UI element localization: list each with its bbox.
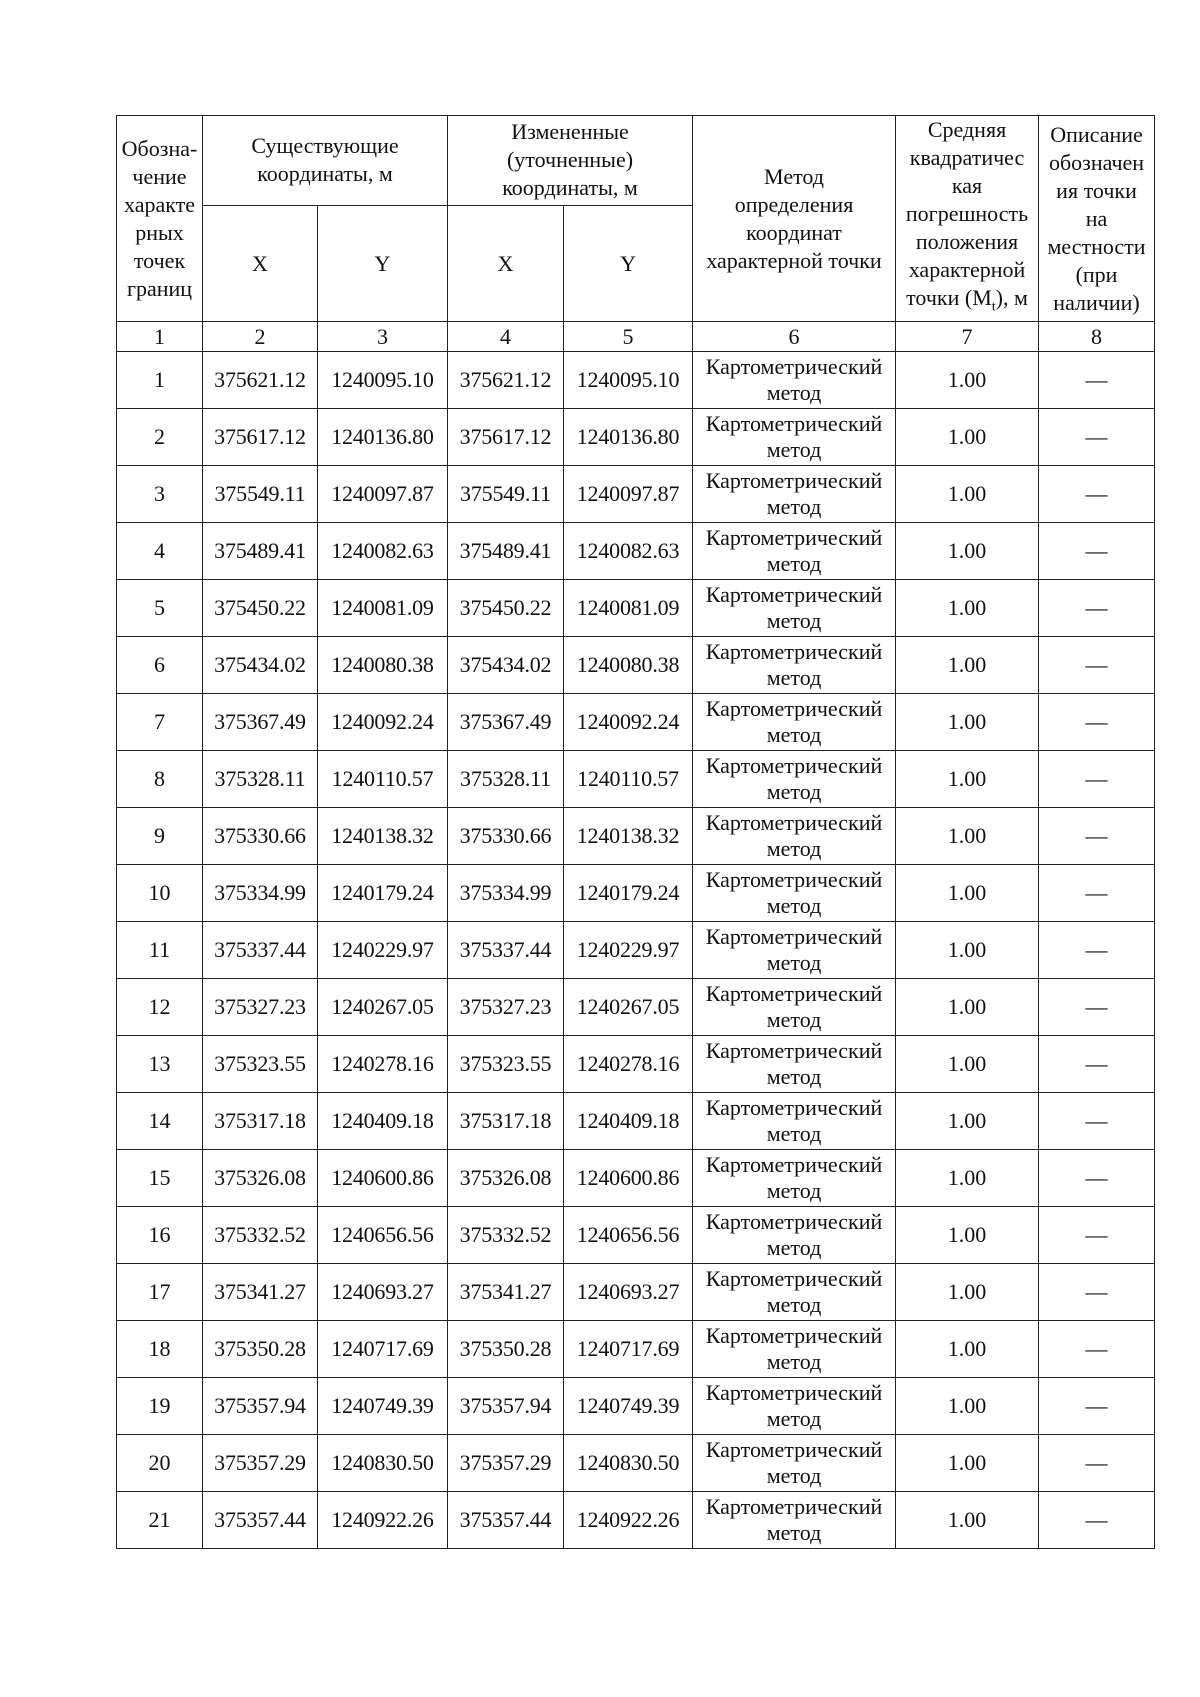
changed-x-cell: 375328.11 bbox=[448, 751, 564, 808]
changed-y-cell: 1240229.97 bbox=[564, 922, 693, 979]
existing-y-cell: 1240136.80 bbox=[318, 409, 448, 466]
point-number-cell: 9 bbox=[117, 808, 203, 865]
changed-x-cell: 375327.23 bbox=[448, 979, 564, 1036]
header-changed-x: X bbox=[448, 205, 564, 322]
existing-y-cell: 1240110.57 bbox=[318, 751, 448, 808]
changed-y-cell: 1240082.63 bbox=[564, 523, 693, 580]
method-cell: Картометрический метод bbox=[693, 694, 896, 751]
changed-x-cell: 375332.52 bbox=[448, 1207, 564, 1264]
column-number: 1 bbox=[117, 322, 203, 352]
description-cell: — bbox=[1039, 865, 1155, 922]
mean-error-cell: 1.00 bbox=[896, 637, 1039, 694]
column-number: 3 bbox=[318, 322, 448, 352]
changed-y-cell: 1240267.05 bbox=[564, 979, 693, 1036]
existing-y-cell: 1240830.50 bbox=[318, 1435, 448, 1492]
description-cell: — bbox=[1039, 1150, 1155, 1207]
point-number-cell: 11 bbox=[117, 922, 203, 979]
mean-error-cell: 1.00 bbox=[896, 865, 1039, 922]
table-row bbox=[117, 1264, 1155, 1321]
existing-y-cell: 1240095.10 bbox=[318, 352, 448, 409]
changed-x-cell: 375341.27 bbox=[448, 1264, 564, 1321]
point-number-cell: 12 bbox=[117, 979, 203, 1036]
method-cell: Картометрический метод bbox=[693, 865, 896, 922]
mean-error-cell: 1.00 bbox=[896, 1036, 1039, 1093]
changed-y-cell: 1240136.80 bbox=[564, 409, 693, 466]
point-number-cell: 2 bbox=[117, 409, 203, 466]
mean-error-cell: 1.00 bbox=[896, 1321, 1039, 1378]
changed-y-cell: 1240717.69 bbox=[564, 1321, 693, 1378]
description-cell: — bbox=[1039, 1036, 1155, 1093]
point-number-cell: 19 bbox=[117, 1378, 203, 1435]
table-row bbox=[117, 1150, 1155, 1207]
method-cell: Картометрический метод bbox=[693, 1093, 896, 1150]
existing-x-cell: 375617.12 bbox=[203, 409, 318, 466]
existing-y-cell: 1240600.86 bbox=[318, 1150, 448, 1207]
existing-y-cell: 1240267.05 bbox=[318, 979, 448, 1036]
table-row bbox=[117, 694, 1155, 751]
mean-error-cell: 1.00 bbox=[896, 694, 1039, 751]
method-cell: Картометрический метод bbox=[693, 352, 896, 409]
mean-error-cell: 1.00 bbox=[896, 808, 1039, 865]
table-row bbox=[117, 1435, 1155, 1492]
existing-y-cell: 1240693.27 bbox=[318, 1264, 448, 1321]
point-number-cell: 18 bbox=[117, 1321, 203, 1378]
header-changed-y: Y bbox=[564, 205, 693, 322]
changed-y-cell: 1240110.57 bbox=[564, 751, 693, 808]
changed-x-cell: 375317.18 bbox=[448, 1093, 564, 1150]
mean-error-cell: 1.00 bbox=[896, 1150, 1039, 1207]
table-row bbox=[117, 808, 1155, 865]
changed-y-cell: 1240409.18 bbox=[564, 1093, 693, 1150]
existing-y-cell: 1240749.39 bbox=[318, 1378, 448, 1435]
description-cell: — bbox=[1039, 1378, 1155, 1435]
method-cell: Картометрический метод bbox=[693, 1207, 896, 1264]
header-mean-error-text: Средняя квадратичес кая погрешность положения характерной точки (M bbox=[905, 117, 1029, 310]
header-existing-y: Y bbox=[318, 205, 448, 322]
table-row bbox=[117, 751, 1155, 808]
existing-y-cell: 1240717.69 bbox=[318, 1321, 448, 1378]
header-existing-coordinates: Существующие координаты, м bbox=[203, 116, 448, 206]
changed-x-cell: 375434.02 bbox=[448, 637, 564, 694]
existing-y-cell: 1240097.87 bbox=[318, 466, 448, 523]
mean-error-cell: 1.00 bbox=[896, 1378, 1039, 1435]
description-cell: — bbox=[1039, 523, 1155, 580]
existing-y-cell: 1240082.63 bbox=[318, 523, 448, 580]
description-cell: — bbox=[1039, 637, 1155, 694]
column-number: 8 bbox=[1039, 322, 1155, 352]
changed-x-cell: 375330.66 bbox=[448, 808, 564, 865]
header-description: Описание обозначен ия точки на местности (при наличии) bbox=[1039, 116, 1155, 322]
point-number-cell: 13 bbox=[117, 1036, 203, 1093]
existing-x-cell: 375434.02 bbox=[203, 637, 318, 694]
existing-x-cell: 375323.55 bbox=[203, 1036, 318, 1093]
point-number-cell: 5 bbox=[117, 580, 203, 637]
existing-y-cell: 1240081.09 bbox=[318, 580, 448, 637]
description-cell: — bbox=[1039, 922, 1155, 979]
table-row bbox=[117, 1492, 1155, 1549]
description-cell: — bbox=[1039, 694, 1155, 751]
existing-x-cell: 375337.44 bbox=[203, 922, 318, 979]
method-cell: Картометрический метод bbox=[693, 466, 896, 523]
description-cell: — bbox=[1039, 352, 1155, 409]
changed-x-cell: 375357.29 bbox=[448, 1435, 564, 1492]
description-cell: — bbox=[1039, 1435, 1155, 1492]
existing-y-cell: 1240229.97 bbox=[318, 922, 448, 979]
existing-x-cell: 375357.29 bbox=[203, 1435, 318, 1492]
column-number: 7 bbox=[896, 322, 1039, 352]
changed-y-cell: 1240830.50 bbox=[564, 1435, 693, 1492]
mean-error-cell: 1.00 bbox=[896, 1492, 1039, 1549]
description-cell: — bbox=[1039, 580, 1155, 637]
changed-x-cell: 375357.44 bbox=[448, 1492, 564, 1549]
column-number: 5 bbox=[564, 322, 693, 352]
changed-x-cell: 375621.12 bbox=[448, 352, 564, 409]
column-number: 4 bbox=[448, 322, 564, 352]
table-row bbox=[117, 637, 1155, 694]
coordinates-table bbox=[116, 115, 1155, 1549]
changed-x-cell: 375617.12 bbox=[448, 409, 564, 466]
point-number-cell: 3 bbox=[117, 466, 203, 523]
method-cell: Картометрический метод bbox=[693, 1492, 896, 1549]
changed-y-cell: 1240693.27 bbox=[564, 1264, 693, 1321]
method-cell: Картометрический метод bbox=[693, 1036, 896, 1093]
point-number-cell: 8 bbox=[117, 751, 203, 808]
existing-x-cell: 375341.27 bbox=[203, 1264, 318, 1321]
changed-x-cell: 375350.28 bbox=[448, 1321, 564, 1378]
method-cell: Картометрический метод bbox=[693, 1264, 896, 1321]
point-number-cell: 20 bbox=[117, 1435, 203, 1492]
mean-error-cell: 1.00 bbox=[896, 409, 1039, 466]
mean-error-cell: 1.00 bbox=[896, 1435, 1039, 1492]
point-number-cell: 14 bbox=[117, 1093, 203, 1150]
existing-x-cell: 375357.44 bbox=[203, 1492, 318, 1549]
header-mean-error-subscript: t bbox=[991, 299, 996, 315]
changed-x-cell: 375357.94 bbox=[448, 1378, 564, 1435]
existing-y-cell: 1240138.32 bbox=[318, 808, 448, 865]
method-cell: Картометрический метод bbox=[693, 1378, 896, 1435]
description-cell: — bbox=[1039, 979, 1155, 1036]
description-cell: — bbox=[1039, 1264, 1155, 1321]
method-cell: Картометрический метод bbox=[693, 979, 896, 1036]
existing-x-cell: 375357.94 bbox=[203, 1378, 318, 1435]
table-row bbox=[117, 1207, 1155, 1264]
method-cell: Картометрический метод bbox=[693, 580, 896, 637]
description-cell: — bbox=[1039, 466, 1155, 523]
method-cell: Картометрический метод bbox=[693, 1321, 896, 1378]
table-header bbox=[117, 116, 1155, 352]
description-cell: — bbox=[1039, 751, 1155, 808]
table-row bbox=[117, 352, 1155, 409]
changed-x-cell: 375367.49 bbox=[448, 694, 564, 751]
existing-x-cell: 375326.08 bbox=[203, 1150, 318, 1207]
changed-x-cell: 375549.11 bbox=[448, 466, 564, 523]
table-row bbox=[117, 1321, 1155, 1378]
point-number-cell: 17 bbox=[117, 1264, 203, 1321]
changed-y-cell: 1240749.39 bbox=[564, 1378, 693, 1435]
point-number-cell: 1 bbox=[117, 352, 203, 409]
column-number: 2 bbox=[203, 322, 318, 352]
changed-y-cell: 1240656.56 bbox=[564, 1207, 693, 1264]
mean-error-cell: 1.00 bbox=[896, 1264, 1039, 1321]
existing-x-cell: 375549.11 bbox=[203, 466, 318, 523]
table-row bbox=[117, 523, 1155, 580]
changed-x-cell: 375334.99 bbox=[448, 865, 564, 922]
table-row bbox=[117, 865, 1155, 922]
point-number-cell: 15 bbox=[117, 1150, 203, 1207]
description-cell: — bbox=[1039, 808, 1155, 865]
description-cell: — bbox=[1039, 1321, 1155, 1378]
point-number-cell: 21 bbox=[117, 1492, 203, 1549]
existing-x-cell: 375330.66 bbox=[203, 808, 318, 865]
changed-x-cell: 375323.55 bbox=[448, 1036, 564, 1093]
header-existing-x: X bbox=[203, 205, 318, 322]
existing-x-cell: 375334.99 bbox=[203, 865, 318, 922]
point-number-cell: 16 bbox=[117, 1207, 203, 1264]
changed-y-cell: 1240278.16 bbox=[564, 1036, 693, 1093]
existing-y-cell: 1240092.24 bbox=[318, 694, 448, 751]
existing-x-cell: 375367.49 bbox=[203, 694, 318, 751]
point-number-cell: 10 bbox=[117, 865, 203, 922]
existing-x-cell: 375327.23 bbox=[203, 979, 318, 1036]
changed-x-cell: 375489.41 bbox=[448, 523, 564, 580]
existing-x-cell: 375489.41 bbox=[203, 523, 318, 580]
point-number-cell: 6 bbox=[117, 637, 203, 694]
header-mean-error-unit: ), м bbox=[995, 285, 1028, 310]
table-row bbox=[117, 922, 1155, 979]
table-body bbox=[117, 352, 1155, 1549]
table-row bbox=[117, 1036, 1155, 1093]
mean-error-cell: 1.00 bbox=[896, 979, 1039, 1036]
changed-y-cell: 1240600.86 bbox=[564, 1150, 693, 1207]
header-point-designation: Обозна- чение характе рных точек границ bbox=[117, 116, 203, 322]
point-number-cell: 7 bbox=[117, 694, 203, 751]
changed-y-cell: 1240095.10 bbox=[564, 352, 693, 409]
existing-y-cell: 1240080.38 bbox=[318, 637, 448, 694]
table-row bbox=[117, 409, 1155, 466]
mean-error-cell: 1.00 bbox=[896, 1207, 1039, 1264]
changed-y-cell: 1240097.87 bbox=[564, 466, 693, 523]
table-row bbox=[117, 979, 1155, 1036]
mean-error-cell: 1.00 bbox=[896, 1093, 1039, 1150]
description-cell: — bbox=[1039, 409, 1155, 466]
existing-x-cell: 375317.18 bbox=[203, 1093, 318, 1150]
description-cell: — bbox=[1039, 1093, 1155, 1150]
changed-y-cell: 1240092.24 bbox=[564, 694, 693, 751]
description-cell: — bbox=[1039, 1492, 1155, 1549]
method-cell: Картометрический метод bbox=[693, 922, 896, 979]
mean-error-cell: 1.00 bbox=[896, 523, 1039, 580]
changed-y-cell: 1240179.24 bbox=[564, 865, 693, 922]
mean-error-cell: 1.00 bbox=[896, 922, 1039, 979]
existing-y-cell: 1240656.56 bbox=[318, 1207, 448, 1264]
changed-y-cell: 1240138.32 bbox=[564, 808, 693, 865]
table-row bbox=[117, 580, 1155, 637]
method-cell: Картометрический метод bbox=[693, 808, 896, 865]
existing-y-cell: 1240922.26 bbox=[318, 1492, 448, 1549]
existing-x-cell: 375621.12 bbox=[203, 352, 318, 409]
changed-x-cell: 375337.44 bbox=[448, 922, 564, 979]
method-cell: Картометрический метод bbox=[693, 409, 896, 466]
changed-y-cell: 1240080.38 bbox=[564, 637, 693, 694]
table-row bbox=[117, 466, 1155, 523]
changed-y-cell: 1240081.09 bbox=[564, 580, 693, 637]
mean-error-cell: 1.00 bbox=[896, 751, 1039, 808]
changed-y-cell: 1240922.26 bbox=[564, 1492, 693, 1549]
existing-x-cell: 375332.52 bbox=[203, 1207, 318, 1264]
header-mean-square-error bbox=[896, 116, 1039, 322]
method-cell: Картометрический метод bbox=[693, 1435, 896, 1492]
method-cell: Картометрический метод bbox=[693, 523, 896, 580]
existing-x-cell: 375328.11 bbox=[203, 751, 318, 808]
existing-y-cell: 1240278.16 bbox=[318, 1036, 448, 1093]
table-row bbox=[117, 1093, 1155, 1150]
mean-error-cell: 1.00 bbox=[896, 466, 1039, 523]
existing-x-cell: 375450.22 bbox=[203, 580, 318, 637]
header-changed-coordinates: Измененные (уточненные) координаты, м bbox=[448, 116, 693, 206]
method-cell: Картометрический метод bbox=[693, 751, 896, 808]
existing-y-cell: 1240179.24 bbox=[318, 865, 448, 922]
point-number-cell: 4 bbox=[117, 523, 203, 580]
existing-y-cell: 1240409.18 bbox=[318, 1093, 448, 1150]
method-cell: Картометрический метод bbox=[693, 1150, 896, 1207]
changed-x-cell: 375326.08 bbox=[448, 1150, 564, 1207]
method-cell: Картометрический метод bbox=[693, 637, 896, 694]
table-row bbox=[117, 1378, 1155, 1435]
description-cell: — bbox=[1039, 1207, 1155, 1264]
mean-error-cell: 1.00 bbox=[896, 580, 1039, 637]
changed-x-cell: 375450.22 bbox=[448, 580, 564, 637]
column-number: 6 bbox=[693, 322, 896, 352]
header-method: Метод определения координат характерной точки bbox=[693, 116, 896, 322]
mean-error-cell: 1.00 bbox=[896, 352, 1039, 409]
existing-x-cell: 375350.28 bbox=[203, 1321, 318, 1378]
